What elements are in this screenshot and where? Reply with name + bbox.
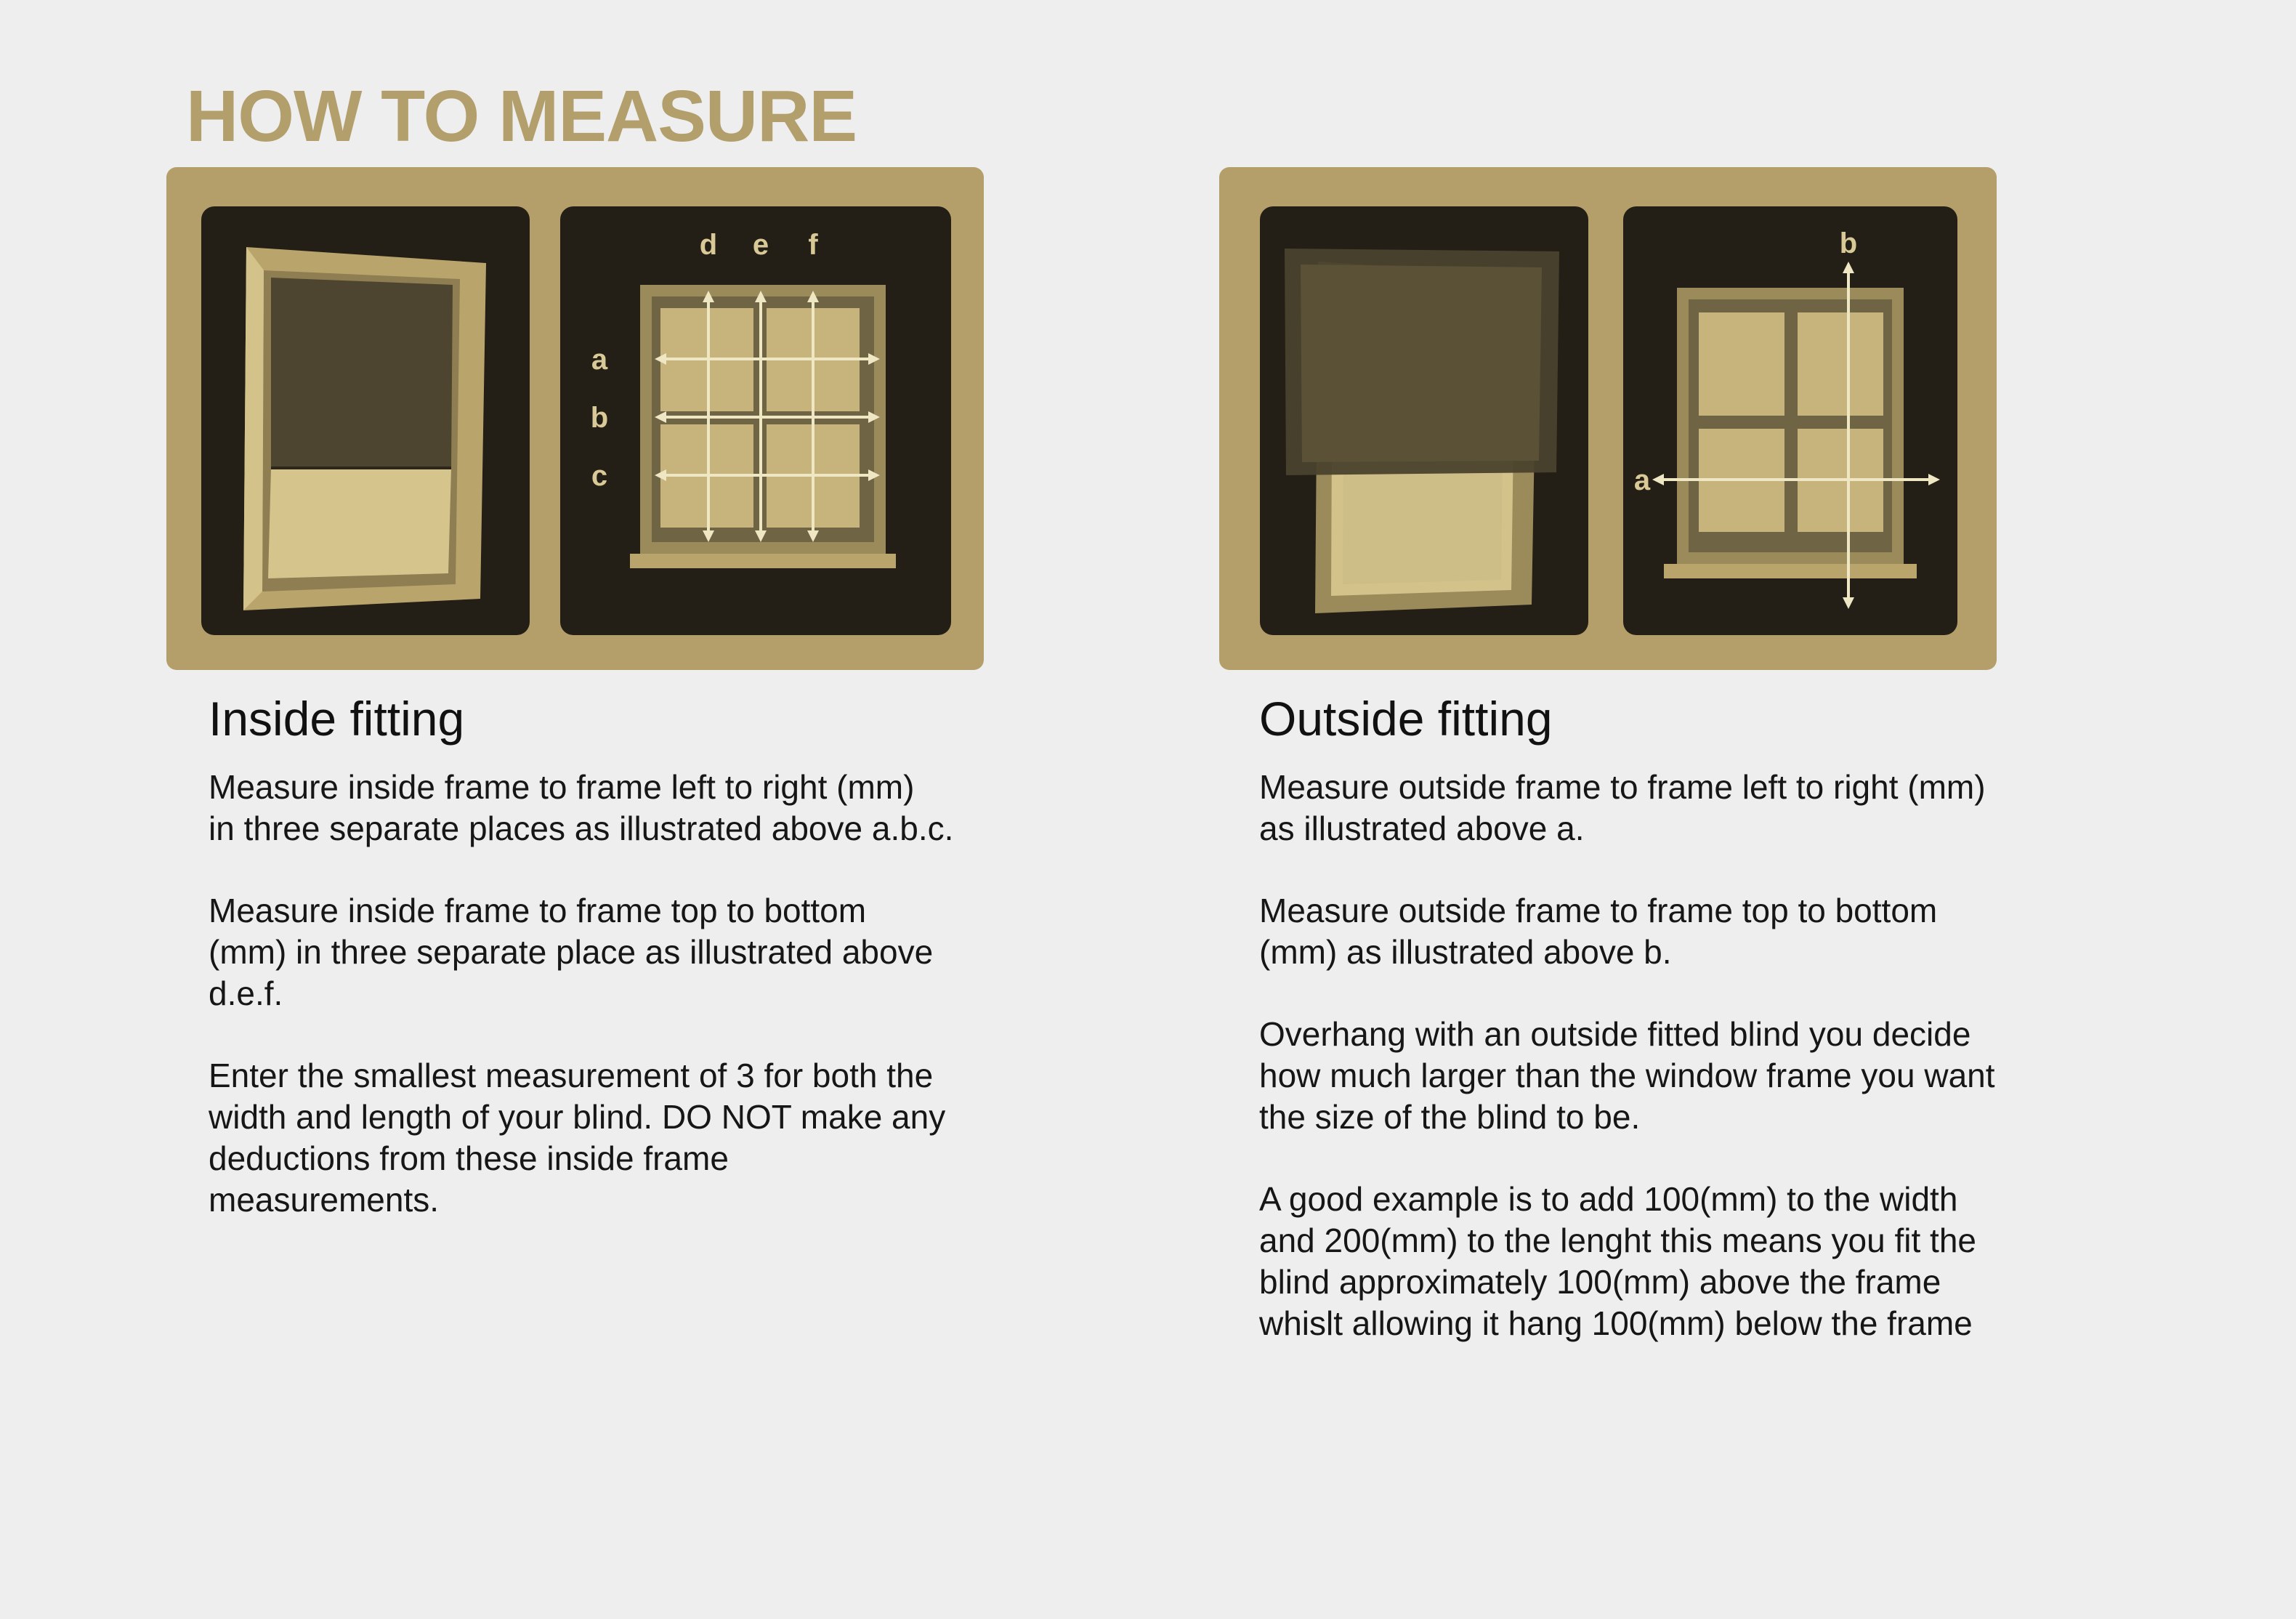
outside-window-measurement-diagram bbox=[1623, 206, 1957, 635]
window-measurement-diagram bbox=[560, 206, 951, 635]
inside-fitting-illustration bbox=[166, 167, 984, 670]
blind-in-frame-icon bbox=[201, 206, 530, 635]
label-f: f bbox=[808, 229, 818, 261]
inside-paragraph: Measure inside frame to frame top to bottom (mm) in three separate place as illustrated above d.e.f. bbox=[209, 892, 934, 1013]
page-title: HOW TO MEASURE bbox=[186, 76, 857, 157]
inside-paragraph: Enter the smallest measurement of 3 for both the width and length of your blind. DO NOT make any deductions from these inside frame measurements. bbox=[209, 1057, 946, 1219]
blind-over-frame-icon bbox=[1260, 206, 1588, 635]
outside-paragraph: A good example is to add 100(mm) to the width and 200(mm) to the lenght this means you fit the blind approximately 100(mm) above the frame whislt allowing it hang 100(mm) below the frame bbox=[1259, 1180, 1976, 1343]
inside-paragraph: Measure inside frame to frame left to right (mm) in three separate places as illustrated above a.b.c. bbox=[209, 768, 954, 848]
label-c: c bbox=[591, 460, 608, 492]
outside-fitting-heading: Outside fitting bbox=[1259, 692, 1553, 746]
outside-blind-window-image bbox=[1260, 206, 1588, 635]
outside-fitting-section bbox=[1259, 690, 2073, 1385]
outside-paragraph: Overhang with an outside fitted blind you decide how much larger than the window frame you want the size of the blind to be. bbox=[1259, 1015, 1995, 1136]
outside-measurement-window-image bbox=[1623, 206, 1957, 635]
label-d: d bbox=[699, 229, 718, 261]
outside-fitting-illustration bbox=[1219, 167, 1997, 670]
inside-measurement-window-image bbox=[560, 206, 951, 635]
label-b: b bbox=[590, 402, 609, 434]
inside-blind-window-image bbox=[201, 206, 530, 635]
outside-paragraph: Measure outside frame to frame left to right (mm) as illustrated above a. bbox=[1259, 768, 1986, 848]
label-b: b bbox=[1839, 227, 1858, 259]
inside-fitting-section bbox=[209, 690, 1022, 1261]
outside-paragraph: Measure outside frame to frame top to bottom (mm) as illustrated above b. bbox=[1259, 892, 1938, 972]
label-a: a bbox=[1633, 464, 1651, 496]
label-e: e bbox=[752, 229, 769, 261]
label-a: a bbox=[591, 344, 608, 376]
inside-fitting-heading: Inside fitting bbox=[209, 692, 465, 746]
